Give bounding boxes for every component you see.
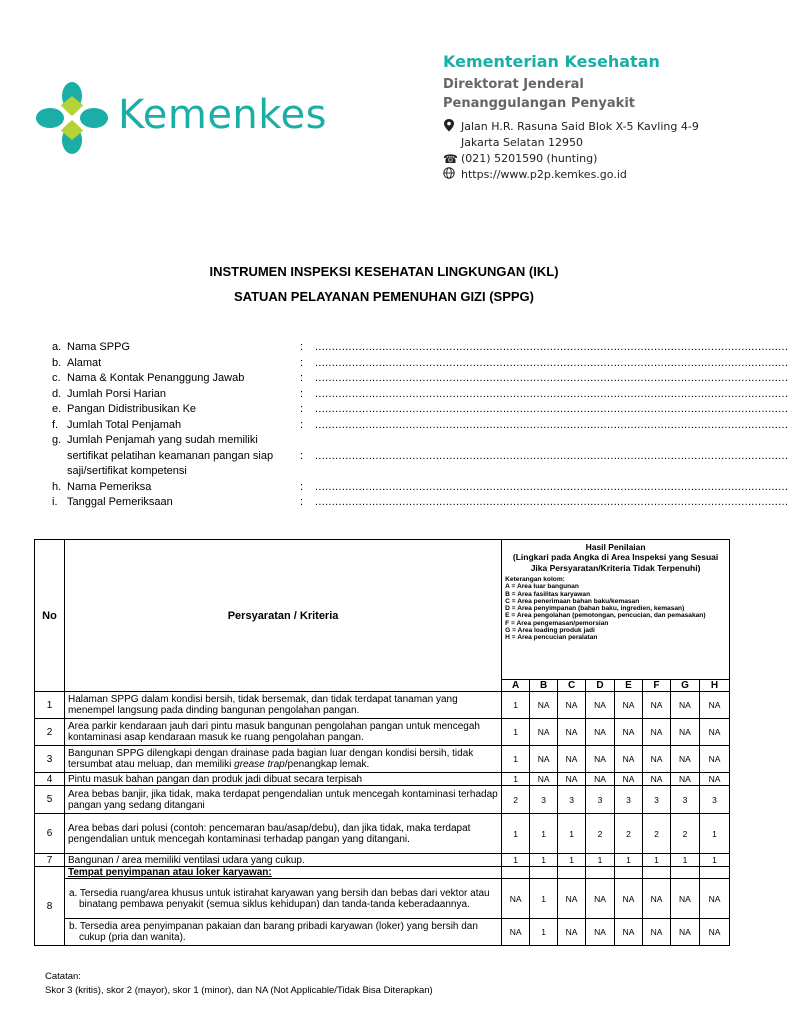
row-no: 3	[35, 746, 65, 773]
legend-item: H = Area pencucian peralatan	[505, 634, 598, 642]
hasil-header	[502, 540, 730, 680]
field-letter: h.	[52, 480, 62, 493]
table-row	[35, 814, 730, 854]
field-label: Nama & Kontak Penanggung Jawab	[67, 372, 245, 384]
score-cell[interactable]: 1	[615, 854, 643, 867]
field-penjamah-sertifikat	[52, 433, 788, 480]
score-cell[interactable]: 1	[502, 746, 530, 773]
score-cell[interactable]: NA	[530, 746, 558, 773]
score-cell[interactable]: 1	[502, 719, 530, 746]
score-cell[interactable]: NA	[586, 879, 615, 919]
score-cell[interactable]: 3	[670, 786, 699, 814]
field-input-line[interactable]: .............................................................................................................................................	[315, 356, 788, 369]
area-col-h: H	[699, 680, 729, 692]
org-info	[443, 52, 743, 183]
empty-cell	[586, 867, 615, 879]
score-cell[interactable]: NA	[615, 746, 643, 773]
score-cell[interactable]: NA	[530, 692, 558, 719]
score-cell[interactable]: NA	[586, 692, 615, 719]
legend-title: Keterangan kolom:	[505, 576, 565, 583]
field-letter: b.	[52, 356, 62, 369]
score-cell[interactable]: NA	[558, 746, 586, 773]
legend-item: B = Area fasilitas karyawan	[505, 590, 591, 598]
score-cell[interactable]: 1	[670, 854, 699, 867]
score-cell[interactable]: 1	[530, 879, 558, 919]
row-requirement: Halaman SPPG dalam kondisi bersih, tidak bersemak, dan tidak terdapat tanaman yang menempel langsung pada dinding bangunan pengolahan pangan.	[64, 692, 501, 719]
legend-item: G = Area loading produk jadi	[505, 627, 595, 635]
field-porsi-harian	[52, 387, 788, 403]
table-subrow	[35, 879, 730, 919]
score-cell[interactable]: 1	[558, 854, 586, 867]
hasil-subtitle: (Lingkari pada Angka di Area Inspeksi yang Sesuai Jika Persyaratan/Kriteria Tidak Terpenuhi)	[512, 552, 719, 573]
row-no: 8	[35, 867, 65, 946]
row-requirement	[64, 746, 501, 773]
score-cell[interactable]: 3	[558, 786, 586, 814]
score-cell[interactable]: NA	[615, 692, 643, 719]
table-row	[35, 786, 730, 814]
score-cell[interactable]: NA	[530, 719, 558, 746]
field-colon: :	[300, 496, 304, 508]
field-letter: d.	[52, 387, 62, 400]
score-cell[interactable]: NA	[643, 719, 671, 746]
field-input-line[interactable]: .............................................................................................................................................	[315, 480, 788, 493]
score-cell[interactable]: 1	[502, 773, 530, 786]
phone-row	[443, 151, 743, 167]
field-tanggal	[52, 495, 788, 511]
area-col-f: F	[643, 680, 671, 692]
empty-cell	[699, 867, 729, 879]
row-no: 1	[35, 692, 65, 719]
area-col-a: A	[502, 680, 530, 692]
row-no: 7	[35, 854, 65, 867]
org-line2: Penanggulangan Penyakit	[443, 96, 635, 111]
score-cell[interactable]: 1	[502, 814, 530, 854]
score-cell[interactable]: NA	[643, 692, 671, 719]
row-no: 5	[35, 786, 65, 814]
field-input-line[interactable]: .............................................................................................................................................	[315, 372, 788, 384]
field-label: Tanggal Pemeriksaan	[67, 496, 173, 508]
score-cell[interactable]: 3	[615, 786, 643, 814]
empty-cell	[670, 867, 699, 879]
field-input-line[interactable]: .............................................................................................................................................	[315, 449, 788, 462]
field-colon: :	[300, 372, 304, 384]
col-header-requirement: Persyaratan / Kriteria	[64, 540, 501, 692]
empty-cell	[502, 867, 530, 879]
score-cell[interactable]: 2	[670, 814, 699, 854]
field-letter: f.	[52, 418, 59, 431]
kemenkes-logo	[36, 82, 336, 154]
score-cell[interactable]: 1	[530, 814, 558, 854]
field-colon: :	[300, 480, 304, 493]
row-no: 2	[35, 719, 65, 746]
field-colon: :	[300, 418, 304, 431]
score-cell[interactable]: NA	[670, 773, 699, 786]
empty-cell	[530, 867, 558, 879]
field-total-penjamah	[52, 418, 788, 434]
score-cell[interactable]: 3	[530, 786, 558, 814]
score-cell[interactable]: 3	[586, 786, 615, 814]
score-cell[interactable]: NA	[615, 919, 643, 946]
field-colon: :	[300, 403, 304, 415]
score-cell[interactable]: NA	[586, 773, 615, 786]
score-cell[interactable]: NA	[615, 719, 643, 746]
requirement-emphasis: grease trap	[234, 759, 285, 770]
field-distribusi	[52, 402, 788, 418]
notes-label: Catatan:	[45, 971, 81, 982]
area-col-c: C	[558, 680, 586, 692]
notes-text: Skor 3 (kritis), skor 2 (mayor), skor 1 (minor), dan NA (Not Applicable/Tidak Bisa Diterapkan)	[45, 985, 433, 996]
score-cell[interactable]: 2	[643, 814, 671, 854]
table-subrow	[35, 919, 730, 946]
field-input-line[interactable]: .............................................................................................................................................	[315, 341, 788, 353]
contact-block	[443, 119, 743, 183]
score-cell[interactable]: 2	[502, 786, 530, 814]
score-cell[interactable]: NA	[558, 879, 586, 919]
address-line1: Jalan H.R. Rasuna Said Blok X-5 Kavling 4-9	[461, 120, 699, 133]
field-label: Nama SPPG	[67, 341, 130, 353]
score-cell[interactable]: 1	[586, 854, 615, 867]
score-cell[interactable]: NA	[558, 919, 586, 946]
document-title: INSTRUMEN INSPEKSI KESEHATAN LINGKUNGAN (IKL)	[209, 264, 559, 279]
score-cell[interactable]: 1	[558, 814, 586, 854]
score-cell[interactable]: 1	[530, 919, 558, 946]
legend-item: E = Area pengolahan (pemotongan, pencucian, dan pemasakan)	[505, 612, 706, 620]
empty-cell	[558, 867, 586, 879]
website-row	[443, 167, 743, 183]
field-label: Pangan Didistribusikan Ke	[67, 403, 197, 415]
score-cell[interactable]: NA	[643, 746, 671, 773]
row-requirement: Area bebas banjir, jika tidak, maka terdapat pengendalian untuk mencegah kontaminasi terhadap pangan yang sedang ditangani	[64, 786, 501, 814]
table-row	[35, 867, 730, 879]
table-header-row	[35, 540, 730, 680]
row-heading: Tempat penyimpanan atau loker karyawan:	[64, 867, 501, 879]
legend-item: C = Area penerimaan bahan baku/kemasan	[505, 597, 640, 605]
identity-fields	[52, 340, 788, 511]
field-letter: a.	[52, 341, 62, 353]
score-cell[interactable]: NA	[670, 746, 699, 773]
field-label: Jumlah Total Penjamah	[67, 418, 182, 431]
legend-item: D = Area penyimpanan (bahan baku, ingredien, kemasan)	[505, 605, 685, 613]
field-input-line[interactable]: .............................................................................................................................................	[315, 418, 788, 431]
score-cell[interactable]: 1	[530, 854, 558, 867]
score-cell[interactable]: NA	[558, 692, 586, 719]
document-subtitle: SATUAN PELAYANAN PEMENUHAN GIZI (SPPG)	[234, 289, 534, 304]
keterangan-legend	[505, 576, 726, 642]
org-title: Kementerian Kesehatan	[443, 52, 660, 71]
score-cell[interactable]: NA	[670, 919, 699, 946]
field-alamat	[52, 356, 788, 372]
score-cell[interactable]: 1	[699, 854, 729, 867]
field-letter: i.	[52, 496, 58, 508]
field-nama-sppg	[52, 340, 788, 356]
field-label: Alamat	[67, 356, 102, 369]
col-header-no: No	[35, 540, 65, 692]
field-input-line[interactable]: .............................................................................................................................................	[315, 403, 788, 415]
score-cell[interactable]: NA	[586, 719, 615, 746]
field-colon: :	[300, 449, 304, 462]
phone-icon: ☎	[443, 152, 458, 166]
field-letter: g.	[52, 434, 62, 446]
score-cell[interactable]: NA	[558, 773, 586, 786]
field-input-line[interactable]: .............................................................................................................................................	[315, 387, 788, 400]
row-requirement: a. Tersedia ruang/area khusus untuk istirahat karyawan yang bersih dan bebas dari vektor atau binatang pembawa penyakit (semua siklus kehidupan) dan tanda-tanda keberadaannya.	[64, 879, 501, 919]
globe-icon	[443, 167, 461, 183]
field-input-line[interactable]: .............................................................................................................................................	[315, 496, 788, 508]
score-cell[interactable]: 1	[502, 854, 530, 867]
row-requirement: Bangunan / area memiliki ventilasi udara yang cukup.	[64, 854, 501, 867]
area-col-g: G	[670, 680, 699, 692]
score-cell[interactable]: 1	[699, 814, 729, 854]
field-penanggung-jawab	[52, 371, 788, 387]
score-cell[interactable]: NA	[699, 879, 729, 919]
row-requirement: Pintu masuk bahan pangan dan produk jadi dibuat secara terpisah	[64, 773, 501, 786]
phone-text: (021) 5201590 (hunting)	[461, 152, 598, 165]
score-cell[interactable]: NA	[699, 692, 729, 719]
score-cell[interactable]: NA	[558, 719, 586, 746]
score-cell[interactable]: NA	[643, 919, 671, 946]
score-cell[interactable]: 2	[615, 814, 643, 854]
field-colon: :	[300, 387, 304, 400]
table-row	[35, 746, 730, 773]
requirement-text: Bangunan SPPG dilengkapi dengan drainase pada bagian luar dengan kondisi bersih, tidak tersumbat atau meluap, dan memiliki	[67, 748, 474, 770]
score-cell[interactable]: NA	[502, 879, 530, 919]
area-col-b: B	[530, 680, 558, 692]
score-cell[interactable]: NA	[670, 879, 699, 919]
score-cell[interactable]: NA	[699, 919, 729, 946]
score-cell[interactable]: 3	[699, 786, 729, 814]
score-cell[interactable]: 1	[502, 692, 530, 719]
legend-item: A = Area luar bangunan	[505, 583, 579, 591]
score-cell[interactable]: NA	[699, 746, 729, 773]
logo-wordmark: Kemenkes	[118, 92, 327, 138]
field-colon: :	[300, 341, 304, 353]
score-cell[interactable]: NA	[643, 773, 671, 786]
score-cell[interactable]: NA	[670, 719, 699, 746]
score-cell[interactable]: 1	[643, 854, 671, 867]
table-row	[35, 773, 730, 786]
score-cell[interactable]: NA	[699, 719, 729, 746]
location-pin-icon	[443, 119, 461, 136]
address-line2: Jakarta Selatan 12950	[461, 136, 584, 149]
score-cell[interactable]: NA	[615, 773, 643, 786]
row-no: 4	[35, 773, 65, 786]
score-cell[interactable]: NA	[699, 773, 729, 786]
field-label: Nama Pemeriksa	[67, 480, 152, 493]
score-cell[interactable]: NA	[502, 919, 530, 946]
field-letter: e.	[52, 403, 62, 415]
score-cell[interactable]: NA	[586, 746, 615, 773]
row-no: 6	[35, 814, 65, 854]
table-row	[35, 854, 730, 867]
empty-cell	[615, 867, 643, 879]
field-label: Jumlah Porsi Harian	[67, 387, 167, 400]
address-row	[443, 119, 743, 151]
score-cell[interactable]: NA	[530, 773, 558, 786]
org-line1: Direktorat Jenderal	[443, 77, 584, 92]
field-letter: c.	[52, 372, 61, 384]
table-row	[35, 692, 730, 719]
row-requirement: Area parkir kendaraan jauh dari pintu masuk bangunan pengolahan pangan untuk mencegah kontaminasi asap kendaraan masuk ke ruang pengolahan pangan.	[64, 719, 501, 746]
area-col-d: D	[586, 680, 615, 692]
kemenkes-emblem-icon	[36, 82, 108, 154]
empty-cell	[643, 867, 671, 879]
score-cell[interactable]: NA	[586, 919, 615, 946]
website-link[interactable]: https://www.p2p.kemkes.go.id	[461, 168, 627, 181]
legend-item: F = Area pengemasan/pemorsian	[505, 619, 609, 627]
inspection-table	[34, 539, 730, 946]
row-requirement: b. Tersedia area penyimpanan pakaian dan barang pribadi karyawan (loker) yang bersih dan cukup (pria dan wanita).	[64, 919, 501, 946]
field-colon: :	[300, 356, 304, 369]
field-label: Jumlah Penjamah yang sudah memiliki sertifikat pelatihan keamanan pangan siap saji/sertifikat kompetensi	[67, 434, 274, 477]
field-nama-pemeriksa	[52, 480, 788, 496]
score-cell[interactable]: NA	[643, 879, 671, 919]
row-requirement: Area bebas dari polusi (contoh: pencemaran bau/asap/debu), dan jika tidak, maka terdapat pengendalian untuk mencegah kontaminasi terhadap pangan yang ditangani.	[64, 814, 501, 854]
area-col-e: E	[615, 680, 643, 692]
score-cell[interactable]: NA	[615, 879, 643, 919]
score-cell[interactable]: 2	[586, 814, 615, 854]
notes	[45, 970, 433, 998]
score-cell[interactable]: NA	[670, 692, 699, 719]
table-row	[35, 719, 730, 746]
requirement-text: /penangkap lemak.	[284, 759, 370, 770]
hasil-title: Hasil Penilaian	[585, 542, 646, 552]
score-cell[interactable]: 3	[643, 786, 671, 814]
